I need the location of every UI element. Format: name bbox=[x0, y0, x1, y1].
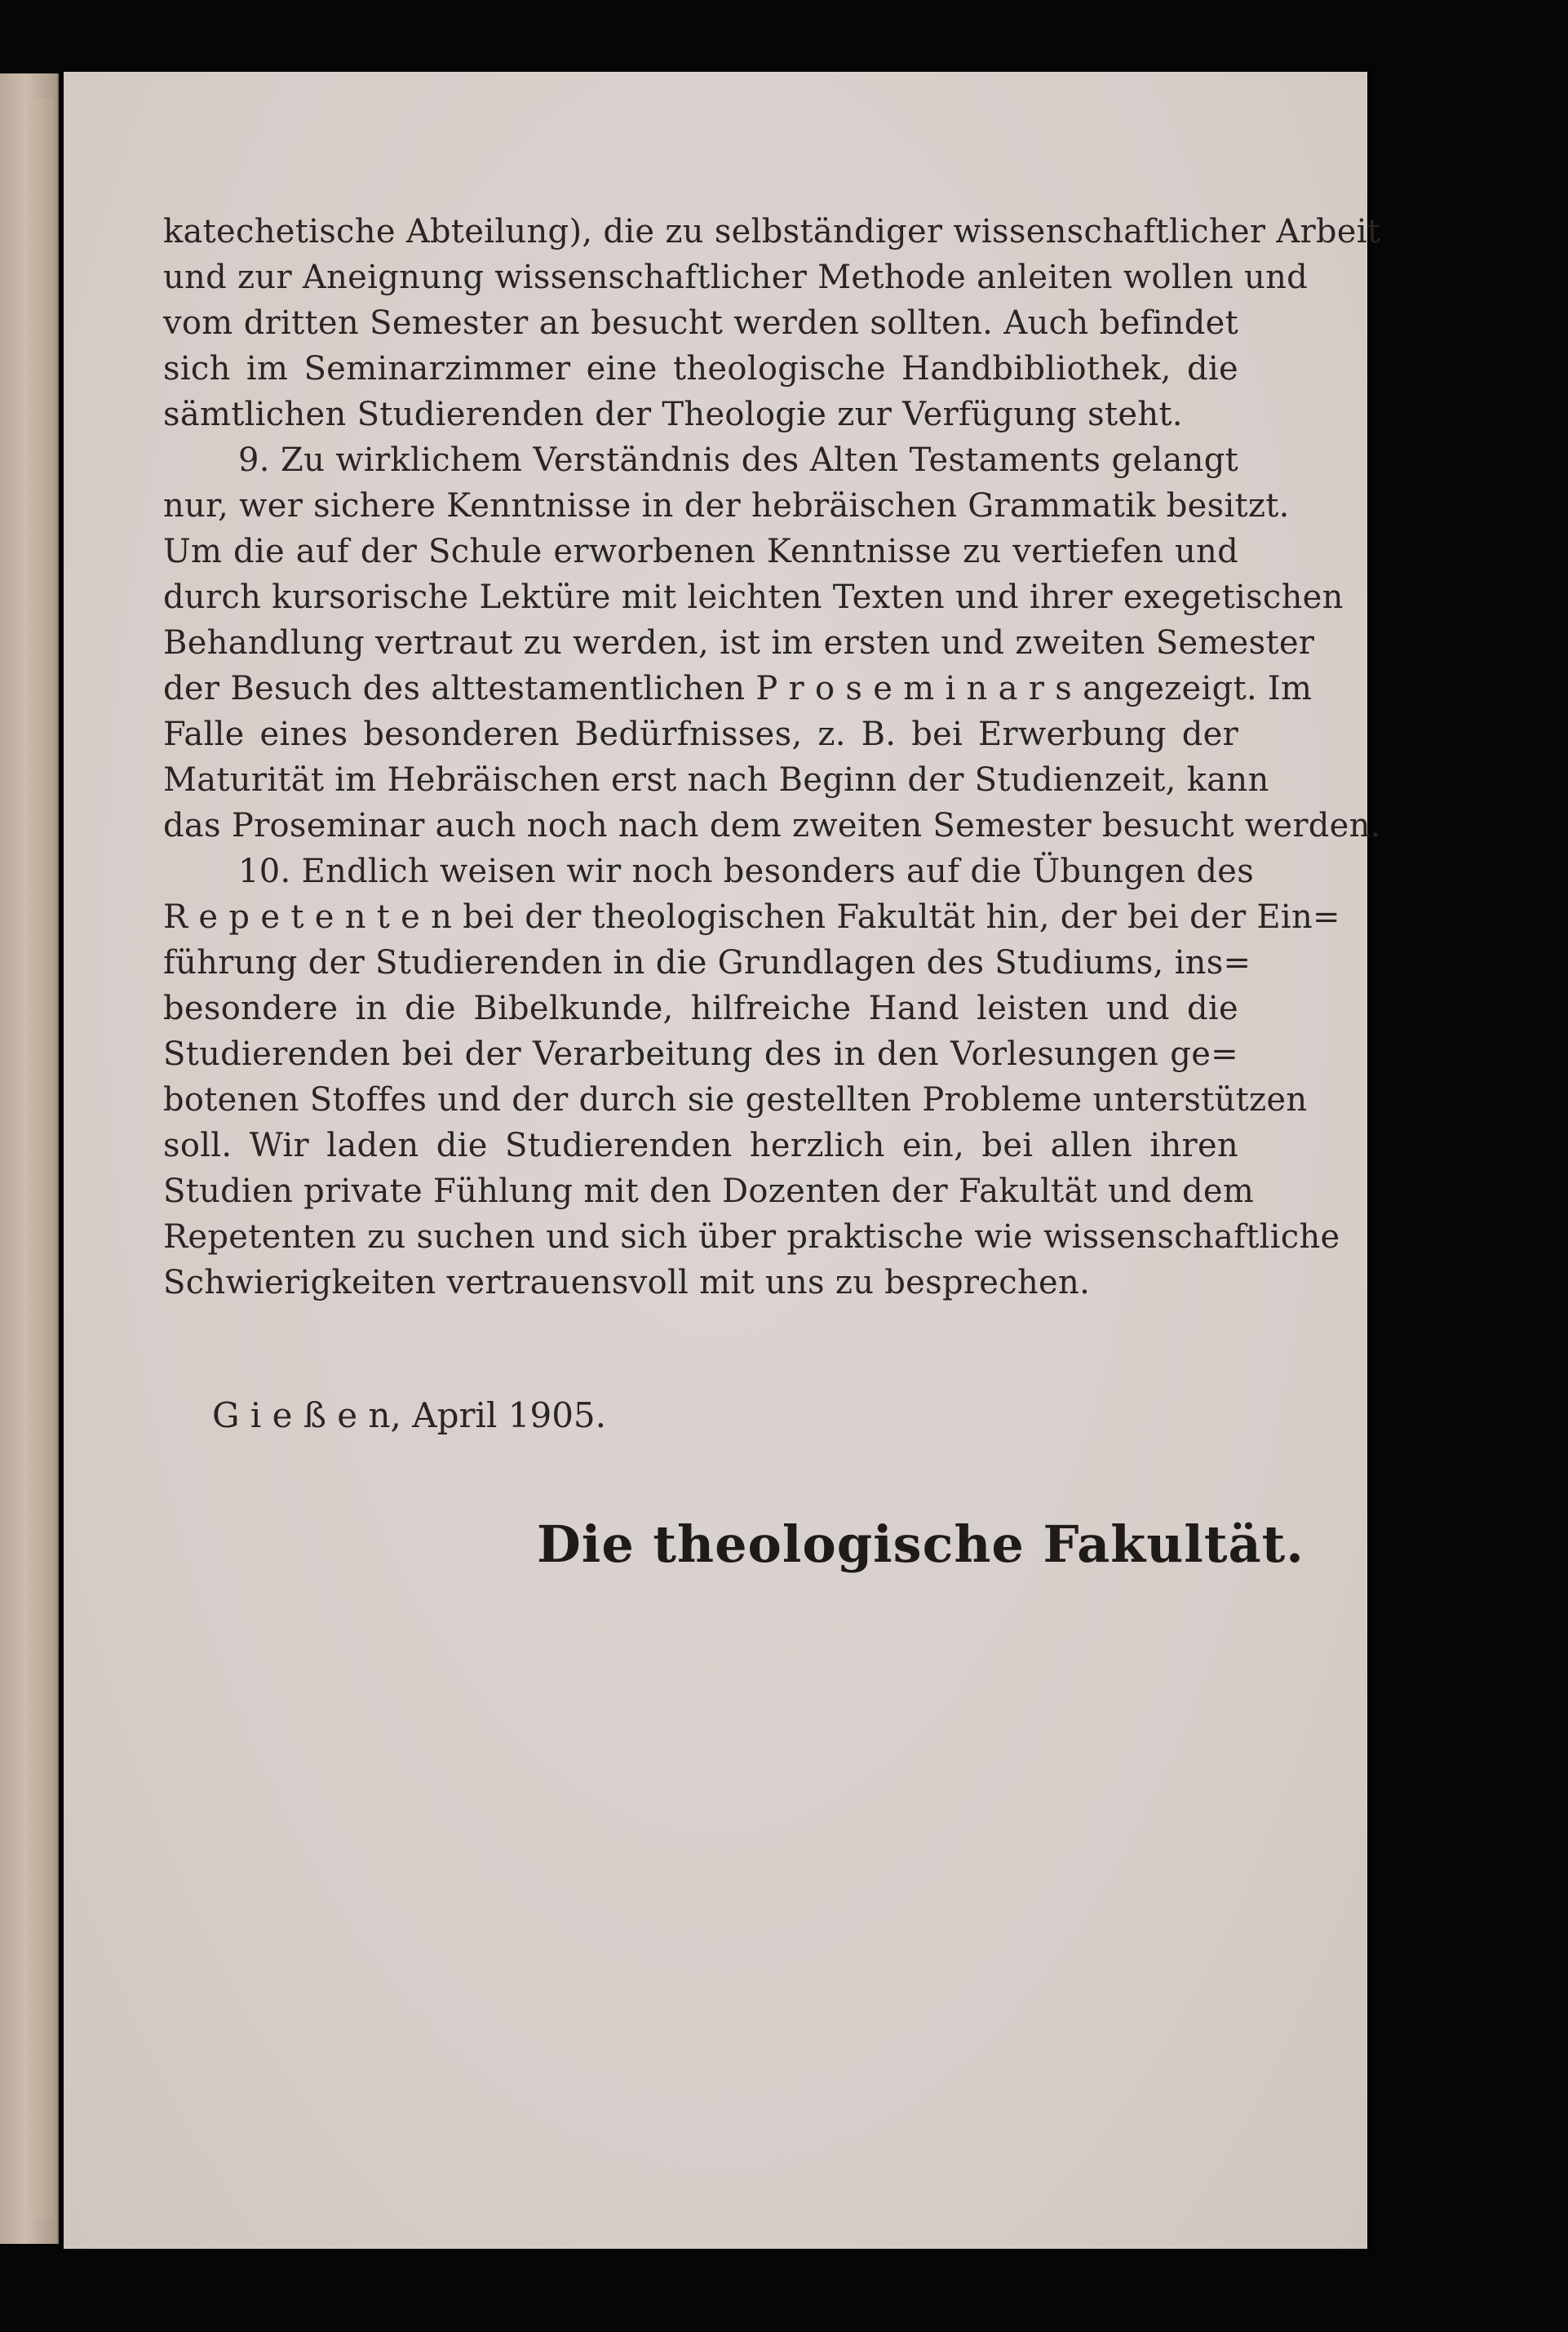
text-line: das Proseminar auch noch nach dem zweiten Semester besucht werden. bbox=[163, 807, 1381, 845]
place-date-line: G i e ß e n, April 1905. bbox=[212, 1395, 606, 1435]
page-stack-edge bbox=[33, 98, 54, 2219]
text-line: Repetenten zu suchen und sich über praktische wie wissenschaftliche bbox=[163, 1218, 1340, 1256]
faculty-signature: Die theologische Fakultät. bbox=[537, 1514, 1304, 1574]
text-line: Behandlung vertraut zu werden, ist im ersten und zweiten Semester bbox=[163, 624, 1315, 662]
text-line: Um die auf der Schule erworbenen Kenntnisse zu vertiefen und bbox=[163, 533, 1238, 570]
text-line-indented: 10. Endlich weisen wir noch besonders auf die Übungen des bbox=[238, 853, 1255, 890]
text-line: führung der Studierenden in die Grundlagen des Studiums, ins= bbox=[163, 944, 1251, 982]
text-line: durch kursorische Lektüre mit leichten Texten und ihrer exegetischen bbox=[163, 579, 1344, 616]
text-line: nur, wer sichere Kenntnisse in der hebräischen Grammatik besitzt. bbox=[163, 487, 1290, 525]
text-line: Maturität im Hebräischen erst nach Beginn der Studienzeit, kann bbox=[163, 761, 1269, 799]
text-line: und zur Aneignung wissenschaftlicher Methode anleiten wollen und bbox=[163, 259, 1309, 296]
text-line: botenen Stoffes und der durch sie gestellten Probleme unterstützen bbox=[163, 1081, 1308, 1119]
text-line: Studierenden bei der Verarbeitung des in den Vorlesungen ge= bbox=[163, 1035, 1238, 1073]
text-line: Schwierigkeiten vertrauensvoll mit uns zu besprechen. bbox=[163, 1264, 1091, 1301]
text-line: sich im Seminarzimmer eine theologische Handbibliothek, die bbox=[163, 350, 1238, 388]
text-line: soll. Wir laden die Studierenden herzlich ein, bei allen ihren bbox=[163, 1127, 1238, 1164]
text-line: der Besuch des alttestamentlichen P r o s e m i n a r s angezeigt. Im bbox=[163, 670, 1313, 707]
body-text bbox=[163, 209, 1381, 1306]
text-line: Falle eines besonderen Bedürfnisses, z. B. bei Erwerbung der bbox=[163, 716, 1238, 753]
text-line: katechetische Abteilung), die zu selbständiger wissenschaftlicher Arbeit bbox=[163, 213, 1381, 250]
document-page bbox=[64, 72, 1381, 2249]
text-line: R e p e t e n t e n bei der theologischen Fakultät hin, der bei der Ein= bbox=[163, 898, 1340, 936]
text-line: sämtlichen Studierenden der Theologie zur Verfügung steht. bbox=[163, 396, 1183, 433]
text-line: vom dritten Semester an besucht werden sollten. Auch befindet bbox=[163, 304, 1238, 342]
text-line: besondere in die Bibelkunde, hilfreiche Hand leisten und die bbox=[163, 990, 1238, 1027]
text-line: Studien private Fühlung mit den Dozenten der Fakultät und dem bbox=[163, 1173, 1255, 1210]
text-line-indented: 9. Zu wirklichem Verständnis des Alten Testaments gelangt bbox=[238, 441, 1238, 479]
